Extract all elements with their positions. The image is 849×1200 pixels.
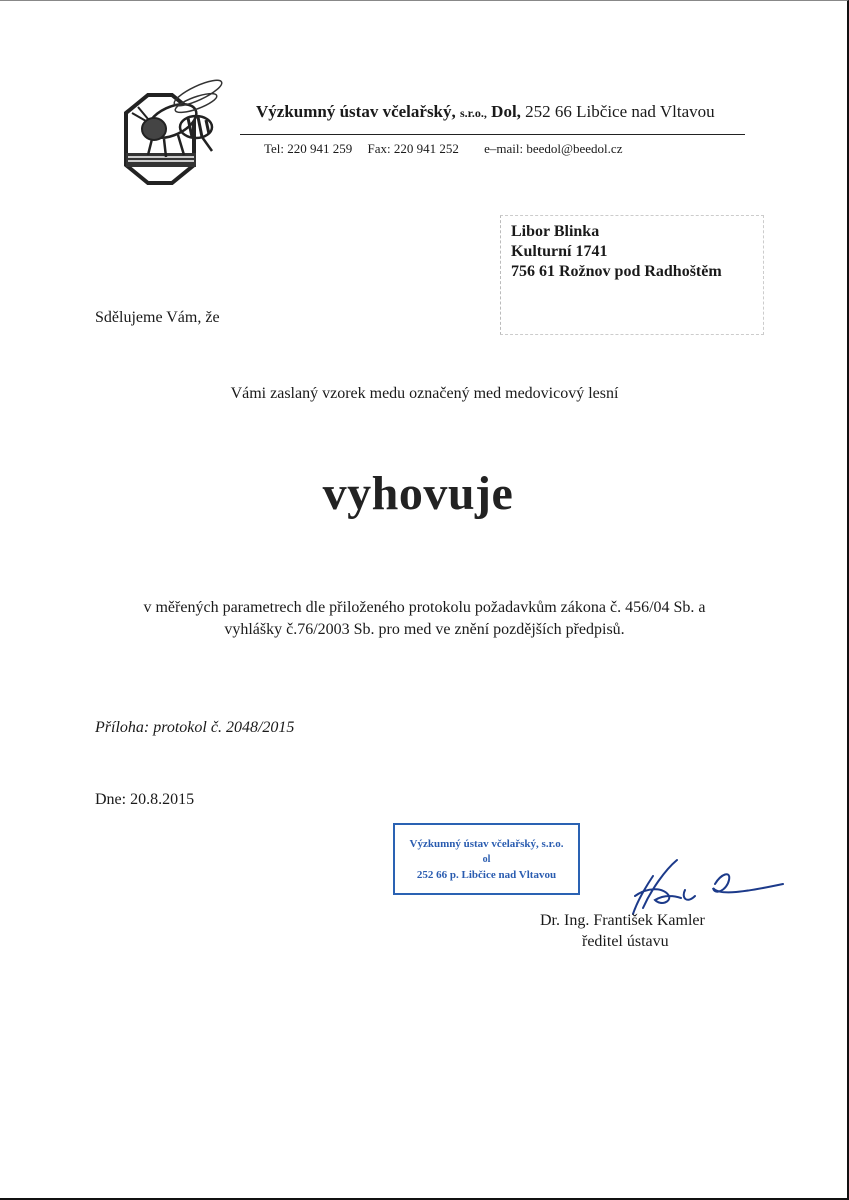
letter-verdict: vyhovuje [322, 467, 514, 520]
recipient-city: 756 61 Rožnov pod Radhoštěm [511, 263, 722, 280]
org-name: Výzkumný ústav včelařský, [256, 102, 456, 121]
letter-greeting: Sdělujeme Vám, že [95, 309, 220, 326]
org-email: e–mail: beedol@beedol.cz [484, 141, 623, 156]
org-fax: Fax: 220 941 252 [367, 141, 459, 156]
institute-stamp [393, 823, 580, 895]
org-legal-form: s.r.o., [460, 106, 487, 120]
recipient-street: Kulturní 1741 [511, 243, 608, 260]
letter-body-line-2: vyhlášky č.76/2003 Sb. pro med ve znění pozdějších předpisů. [224, 621, 625, 638]
org-tel: Tel: 220 941 259 [264, 141, 353, 156]
signer-name: Dr. Ing. František Kamler [540, 912, 705, 929]
org-address-city: 252 66 Libčice nad Vltavou [525, 102, 715, 121]
signer-title: ředitel ústavu [582, 933, 669, 950]
letter-intro: Vámi zaslaný vzorek medu označený med medovicový lesní [230, 385, 619, 402]
handwritten-signature-icon [615, 856, 785, 916]
letter-body-line-1: v měřených parametrech dle přiloženého protokolu požadavkům zákona č. 456/04 Sb. a [143, 599, 706, 616]
letter-date: Dne: 20.8.2015 [95, 791, 195, 808]
header-contacts [264, 141, 634, 157]
stamp-line-2: ol [482, 854, 491, 865]
header-address [256, 102, 715, 122]
stamp-line-3: 252 66 p. Libčice nad Vltavou [416, 869, 557, 881]
header-divider [240, 134, 745, 135]
org-address-street: Dol, [491, 102, 521, 121]
recipient-name: Libor Blinka [511, 223, 600, 240]
letter-attachment: Příloha: protokol č. 2048/2015 [95, 719, 295, 736]
bee-hexagon-logo-icon [112, 73, 228, 185]
stamp-line-1: Výzkumný ústav včelařský, s.r.o. [409, 838, 564, 850]
